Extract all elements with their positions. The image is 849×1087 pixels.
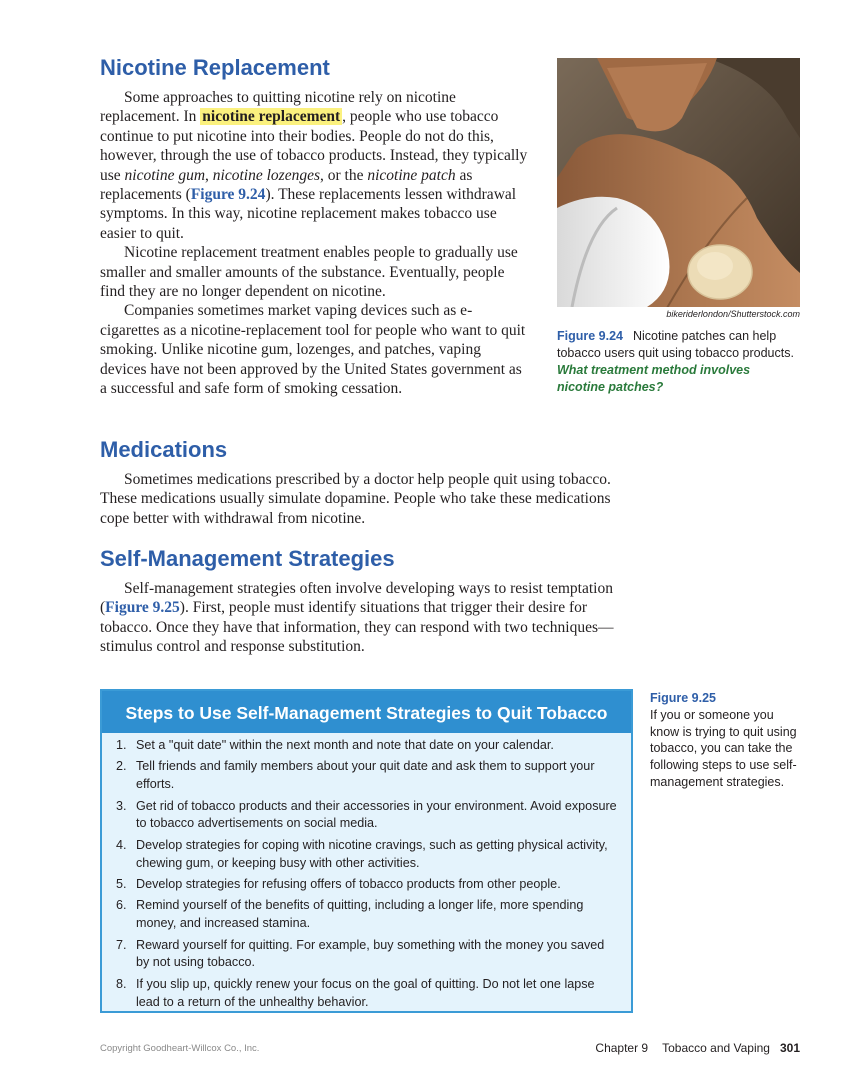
step-item	[116, 937, 617, 973]
step-item	[116, 737, 617, 755]
heading-self-management: Self-Management Strategies	[100, 546, 395, 571]
step-item	[116, 976, 617, 1012]
step-text: Set a "quit date" within the next month and note that date on your calendar.	[136, 738, 554, 752]
step-text: Reward yourself for quitting. For example, buy something with the money you saved by not using tobacco.	[136, 937, 605, 970]
step-number: 3.	[116, 798, 127, 813]
step-text: Develop strategies for refusing offers of tobacco products from other people.	[136, 876, 561, 891]
self-management-body	[100, 579, 630, 657]
step-item	[116, 758, 617, 794]
step-number: 1.	[116, 738, 127, 752]
figure-9-25-label: Figure 9.25	[650, 691, 716, 705]
steps-box	[100, 689, 633, 1013]
step-text: If you slip up, quickly renew your focus on the goal of quitting. Do not let one lapse lead to a return of the unhealthy behavior.	[136, 976, 595, 1009]
chapter-title: Tobacco and Vaping	[662, 1041, 770, 1055]
figure-9-25-caption	[650, 690, 800, 791]
steps-box-title: Steps to Use Self-Management Strategies to Quit Tobacco	[102, 691, 631, 733]
nicotine-replacement-body	[100, 88, 528, 399]
step-text: Develop strategies for coping with nicotine cravings, such as getting physical activity, chewing gum, or keeping busy with other activities.	[136, 837, 608, 870]
figure-9-25-text: If you or someone you know is trying to quit using tobacco, you can take the following steps to use self-management strategies.	[650, 707, 797, 789]
figure-9-24-label: Figure 9.24	[557, 329, 623, 343]
page-number: 301	[779, 1041, 800, 1055]
step-number: 7.	[116, 937, 127, 952]
page-footer	[595, 1041, 800, 1055]
step-number: 6.	[116, 898, 127, 913]
figure-9-24-link[interactable]: Figure 9.24	[190, 186, 266, 204]
step-item	[116, 798, 617, 834]
step-text: Get rid of tobacco products and their accessories in your environment. Avoid exposure to tobacco advertisements on social media.	[136, 798, 617, 831]
step-number: 2.	[116, 759, 127, 774]
paragraph: Self-management strategies often involve developing ways to resist temptation (Figure 9.25). First, people must identify situations that trigger their desire for tobacco. Once they have that information, they can respond with two techniques—stimulus control and response substitution.	[100, 580, 614, 656]
chapter-number: Chapter 9	[595, 1041, 649, 1055]
paragraph: Some approaches to quitting nicotine rely on nicotine replacement. In nicotine replacement , people who use tobacco continue to put nicotine into their bodies. People do not do this, however, through the use of tobacco products. Instead, they typically use nicotine gum, nicotine lozenges, or the nicotine patch as replacements (Figure 9.24). These replacements lessen withdrawal symptoms. In this way, nicotine replacement makes tobacco use easier to quit.	[100, 89, 528, 242]
key-term-nicotine-replacement: nicotine replacement	[202, 108, 341, 126]
step-number: 5.	[116, 876, 127, 891]
figure-9-24-caption: Figure 9.24 Nicotine patches can help tobacco users quit using tobacco products. What treatment method involves nicotine patches?	[557, 329, 794, 394]
heading-nicotine-replacement: Nicotine Replacement	[100, 55, 330, 80]
heading-medications: Medications	[100, 437, 228, 462]
step-item	[116, 837, 617, 873]
paragraph: Nicotine replacement treatment enables people to gradually use smaller and smaller amounts of the substance. Eventually, people find they are no longer dependent on nicotine.	[100, 244, 518, 301]
steps-list	[102, 733, 631, 1011]
step-item	[116, 897, 617, 933]
medications-body	[100, 470, 640, 528]
step-number: 4.	[116, 837, 127, 852]
paragraph: Companies sometimes market vaping devices such as e-cigarettes as a nicotine-replacement tool for people who want to quit smoking. Unlike nicotine gum, lozenges, and patches, vaping devices have not been approved by the United States government as a successful and safe form of smoking cessation.	[100, 302, 526, 398]
figure-question: What treatment method involves nicotine patches?	[557, 363, 751, 394]
step-number: 8.	[116, 976, 127, 991]
figure-9-25-link[interactable]: Figure 9.25	[105, 599, 180, 617]
step-text: Tell friends and family members about your quit date and ask them to support your efforts.	[136, 759, 595, 792]
nicotine-patch-illustration	[557, 58, 800, 307]
photo-credit: bikeriderlondon/Shutterstock.com	[666, 309, 800, 319]
copyright-notice: Copyright Goodheart-Willcox Co., Inc.	[100, 1043, 260, 1054]
paragraph: Sometimes medications prescribed by a doctor help people quit using tobacco. These medications usually simulate dopamine. People who take these medications cope better with withdrawal from nicotine.	[100, 471, 611, 527]
step-text: Remind yourself of the benefits of quitting, including a longer life, more spending money, and increased stamina.	[136, 898, 584, 931]
step-item	[116, 876, 617, 894]
nicotine-patch-photo	[557, 58, 800, 307]
